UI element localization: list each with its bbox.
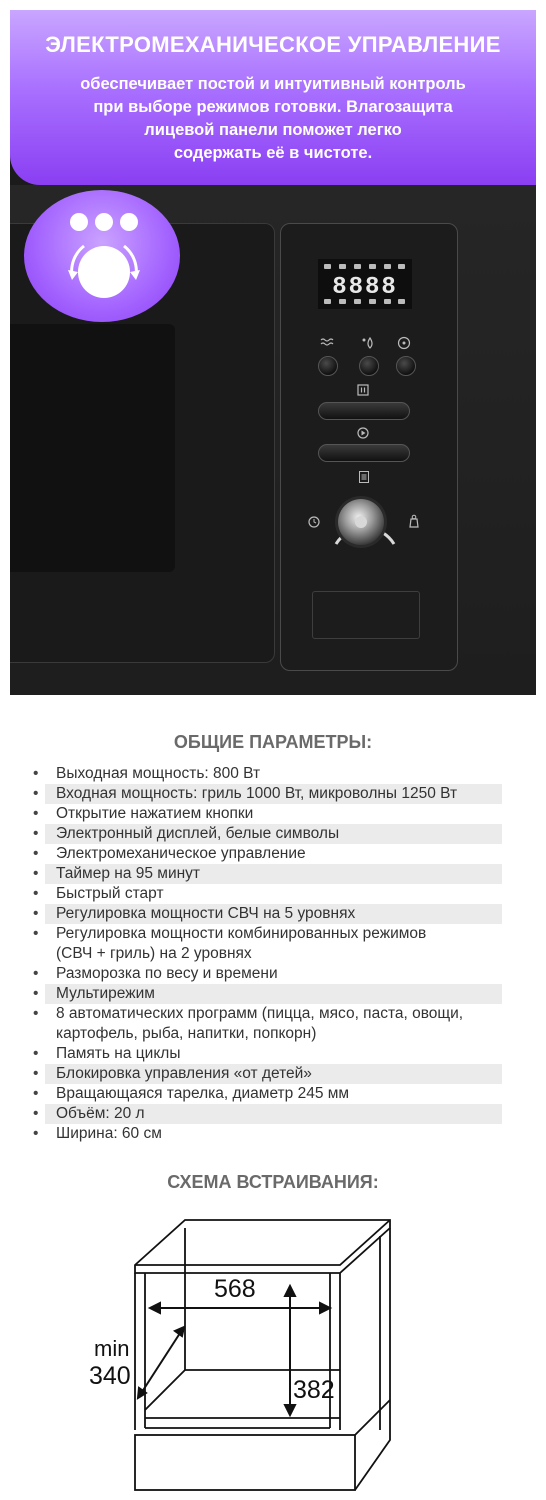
installation-diagram: [0, 1190, 546, 1500]
list-item: • Объём: 20 л: [45, 1104, 502, 1124]
bullet: •: [33, 865, 39, 882]
bullet: •: [33, 965, 39, 982]
start-icon: [357, 427, 369, 439]
hero-section: [10, 10, 536, 695]
list-item-continuation: картофель, рыба, напитки, попкорн): [56, 1025, 317, 1042]
bullet: •: [33, 805, 39, 822]
list-item: • Память на циклы: [33, 1045, 181, 1062]
bullet: •: [33, 1065, 39, 1082]
hero-text-line: обеспечивает постой и интуитивный контроль: [80, 75, 466, 93]
control-knob[interactable]: [334, 495, 388, 549]
hero-text-line: лицевой панели поможет легко: [144, 121, 402, 139]
list-item: • Таймер на 95 минут: [45, 864, 502, 884]
bullet: •: [33, 765, 39, 782]
height-dimension-label: 382: [293, 1376, 335, 1404]
defrost-button[interactable]: [318, 356, 338, 376]
stop-cancel-button[interactable]: [318, 402, 410, 420]
bullet: •: [33, 925, 39, 942]
defrost-icon: [319, 337, 335, 349]
list-item: • Электромеханическое управление: [33, 845, 306, 862]
weight-icon: [408, 514, 420, 528]
bullet: •: [33, 905, 39, 922]
bullet: •: [33, 1045, 39, 1062]
display-digits: 8888: [332, 274, 398, 301]
list-item: • Разморозка по весу и времени: [33, 965, 278, 982]
digital-display: [318, 259, 412, 309]
cabinet-drawing: [0, 1190, 546, 1500]
list-item: • Открытие нажатием кнопки: [33, 805, 254, 822]
bullet: •: [33, 785, 39, 802]
params-heading: ОБЩИЕ ПАРАМЕТРЫ:: [173, 732, 373, 752]
auto-program-icon: [396, 335, 412, 351]
list-item: • Регулировка мощности комбинированных режимов: [33, 925, 427, 942]
bullet: •: [33, 1085, 39, 1102]
door-latch-panel: [312, 591, 420, 639]
list-item: • Вращающаяся тарелка, диаметр 245 мм: [33, 1085, 350, 1102]
bullet: •: [33, 885, 39, 902]
list-item: • 8 автоматических программ (пицца, мясо, паста, овощи,: [33, 1005, 464, 1022]
timer-icon: [307, 514, 321, 528]
power-level-button[interactable]: [359, 356, 379, 376]
bullet: •: [33, 845, 39, 862]
badge-circle: [24, 190, 180, 322]
bullet: •: [33, 825, 39, 842]
list-item: • Мультирежим: [45, 984, 502, 1004]
list-item: • Блокировка управления «от детей»: [45, 1064, 502, 1084]
hero-title: ЭЛЕКТРОМЕХАНИЧЕСКОЕ УПРАВЛЕНИЕ: [45, 32, 501, 57]
list-item-continuation: (СВЧ + гриль) на 2 уровнях: [56, 945, 252, 962]
schema-heading: СХЕМА ВСТРАИВАНИЯ:: [167, 1172, 379, 1192]
list-item: • Входная мощность: гриль 1000 Вт, микроволны 1250 Вт: [45, 784, 502, 804]
bullet: •: [33, 1125, 39, 1142]
auto-program-button[interactable]: [396, 356, 416, 376]
list-item: • Электронный дисплей, белые символы: [45, 824, 502, 844]
bullet: •: [33, 985, 39, 1002]
hero-text-line: при выборе режимов готовки. Влагозащита: [93, 98, 453, 116]
min-label: min: [94, 1336, 130, 1361]
bullet: •: [33, 1105, 39, 1122]
list-item: • Ширина: 60 см: [33, 1125, 162, 1142]
hero-text-line: содержать её в чистоте.: [173, 144, 373, 162]
stop-icon: [357, 384, 369, 396]
list-item: • Быстрый старт: [33, 885, 164, 902]
knob-rotate-icon: [62, 210, 146, 302]
list-item: • Регулировка мощности СВЧ на 5 уровнях: [45, 904, 502, 924]
hero-banner: [10, 10, 536, 185]
min-depth-label: 340: [89, 1362, 131, 1390]
width-dimension-label: 568: [214, 1275, 256, 1303]
power-level-icon: [360, 336, 376, 350]
list-item: • Выходная мощность: 800 Вт: [33, 765, 261, 782]
start-button[interactable]: [318, 444, 410, 462]
door-window: [10, 324, 175, 572]
bullet: •: [33, 1005, 39, 1022]
